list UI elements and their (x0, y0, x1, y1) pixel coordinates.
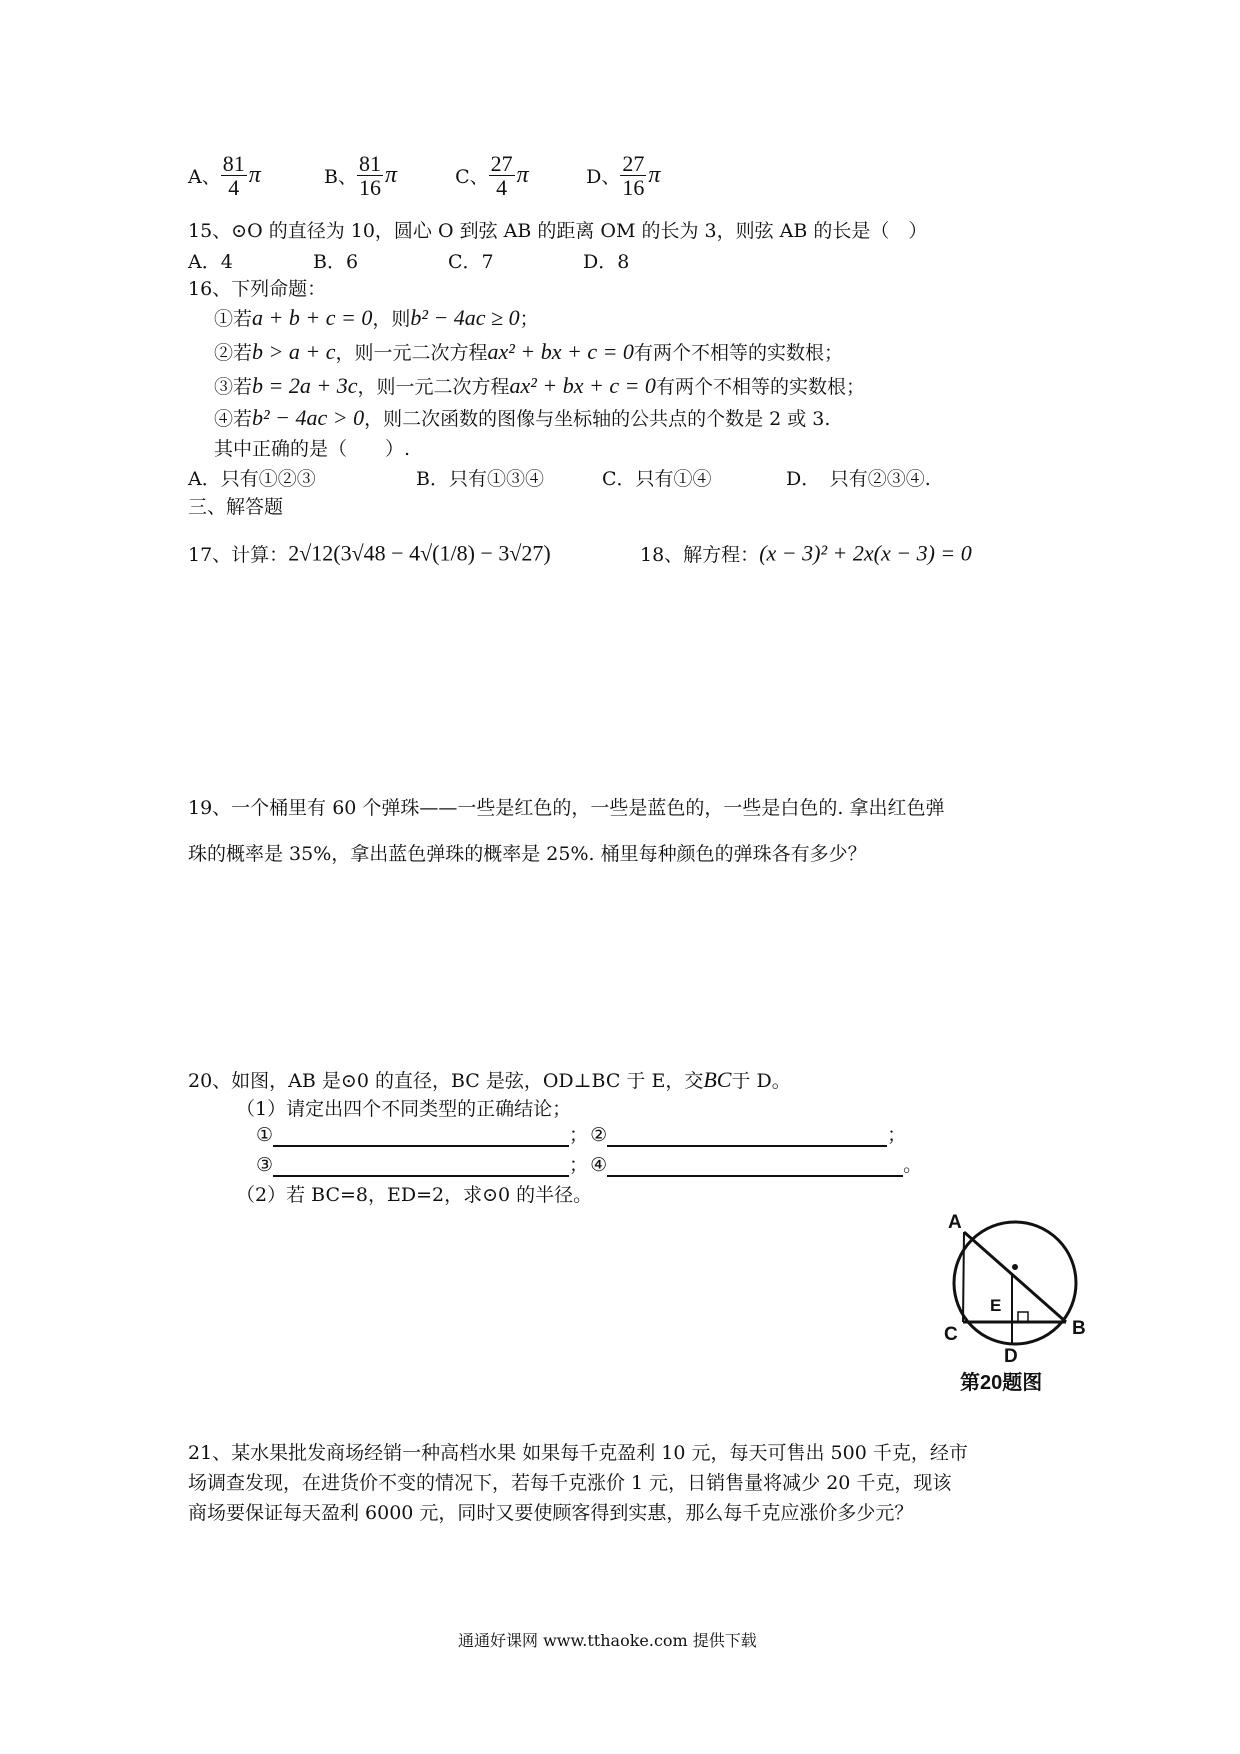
q16-item-3: ③若b = 2a + 3c，则一元二次方程ax² + bx + c = 0有两个不相等的实数根； (214, 373, 865, 398)
answer-blank-row-2: ③ ； ④ 。 (256, 1154, 923, 1176)
q19-line-1: 19、一个桶里有 60 个弹珠——一些是红色的，一些是蓝色的，一些是白色的. 拿出红色弹 (188, 797, 945, 819)
q14-options (188, 152, 706, 199)
point-label-e: E (990, 1296, 1002, 1315)
segment-ac (963, 1232, 964, 1322)
q14-option-b: B、 $\frac{81}{16}$ π (324, 151, 398, 201)
figure-caption: 第20题图 (960, 1372, 1043, 1394)
q18 (640, 540, 972, 567)
answer-blank-4[interactable] (607, 1155, 903, 1177)
point-label-a: A (948, 1212, 962, 1233)
q15-options (188, 247, 629, 274)
q15-option-c: C．7 (448, 251, 494, 273)
q16-option-d: D． 只有②③④. (786, 468, 931, 490)
point-label-b: B (1072, 1318, 1086, 1339)
q17-expression: 2√12(3√48 − 4√(1/8) − 3√27) (288, 540, 551, 566)
q16-option-a: A．只有①②③ (188, 468, 316, 490)
section-heading: 三、解答题 (188, 496, 284, 518)
q16-option-b: B．只有①③④ (416, 468, 544, 490)
q15-option-d: D．8 (583, 251, 630, 273)
q21-line-2: 场调查发现，在进货价不变的情况下，若每千克涨价 1 元，日销售量将减少 20 千克，现该 (188, 1472, 952, 1494)
footer: 通通好课网 www.tthaoke.com 提供下载 (458, 1631, 757, 1650)
q18-expression: (x − 3)² + 2x(x − 3) = 0 (759, 540, 972, 566)
fraction: $\frac{27}{16}$ (622, 151, 645, 201)
q16-stem: 16、下列命题： (188, 278, 327, 300)
fraction: $\frac{81}{16}$ (359, 151, 382, 201)
point-label-d: D (1004, 1346, 1018, 1367)
q17 (188, 540, 551, 567)
q16-item-1: ①若a + b + c = 0，则b² − 4ac ≥ 0； (214, 305, 539, 330)
diameter-ab (964, 1232, 1066, 1322)
center-point (1012, 1264, 1018, 1270)
q14-option-c: C、 $\frac{27}{4}$ π (455, 151, 529, 201)
answer-blank-row-1: ① ； ② ； (256, 1124, 907, 1146)
q20-stem: 20、如图，AB 是⊙0 的直径，BC 是弦，OD⊥BC 于 E，交BC于 D。 (188, 1067, 791, 1092)
answer-blank-2[interactable] (607, 1125, 887, 1147)
q15-stem: 15、⊙O 的直径为 10，圆心 O 到弦 AB 的距离 OM 的长为 3，则弦 AB 的长是（ ） (188, 220, 928, 242)
fraction: $\frac{27}{4}$ (490, 151, 513, 201)
q16-option-c: C．只有①④ (602, 468, 712, 490)
q20-part1: （1）请定出四个不同类型的正确结论； (236, 1098, 572, 1120)
q14-option-d: D、 $\frac{27}{16}$ π (586, 151, 661, 201)
q19-line-2: 珠的概率是 35%，拿出蓝色弹珠的概率是 25%. 桶里每种颜色的弹珠各有多少？ (188, 843, 867, 865)
q18-label: 18、解方程： (640, 544, 760, 566)
answer-blank-1[interactable] (273, 1125, 569, 1147)
q16-which: 其中正确的是（ ）. (214, 438, 411, 460)
q21-line-1: 21、某水果批发商场经销一种高档水果 如果每千克盈利 10 元，每天可售出 500 千克，经市 (188, 1442, 968, 1464)
q16-options (188, 464, 931, 491)
circle-diagram (940, 1210, 1110, 1380)
q15-option-b: B．6 (313, 251, 359, 273)
answer-blank-3[interactable] (273, 1155, 569, 1177)
fraction: $\frac{81}{4}$ (222, 151, 245, 201)
q16-item-4: ④若b² − 4ac > 0，则二次函数的图像与坐标轴的公共点的个数是 2 或 3. (214, 405, 831, 430)
point-label-c: C (944, 1324, 958, 1345)
q17-label: 17、计算： (188, 544, 289, 566)
q21-line-3: 商场要保证每天盈利 6000 元，同时又要使顾客得到实惠，那么每千克应涨价多少元？ (188, 1502, 914, 1524)
q15-option-a: A．4 (188, 251, 233, 273)
q14-option-a: A、 $\frac{81}{4}$ π (188, 151, 261, 201)
q20-part2: （2）若 BC=8，ED=2，求⊙0 的半径。 (236, 1184, 593, 1206)
q16-item-2: ②若b > a + c，则一元二次方程ax² + bx + c = 0有两个不相等的实数根； (214, 339, 843, 364)
